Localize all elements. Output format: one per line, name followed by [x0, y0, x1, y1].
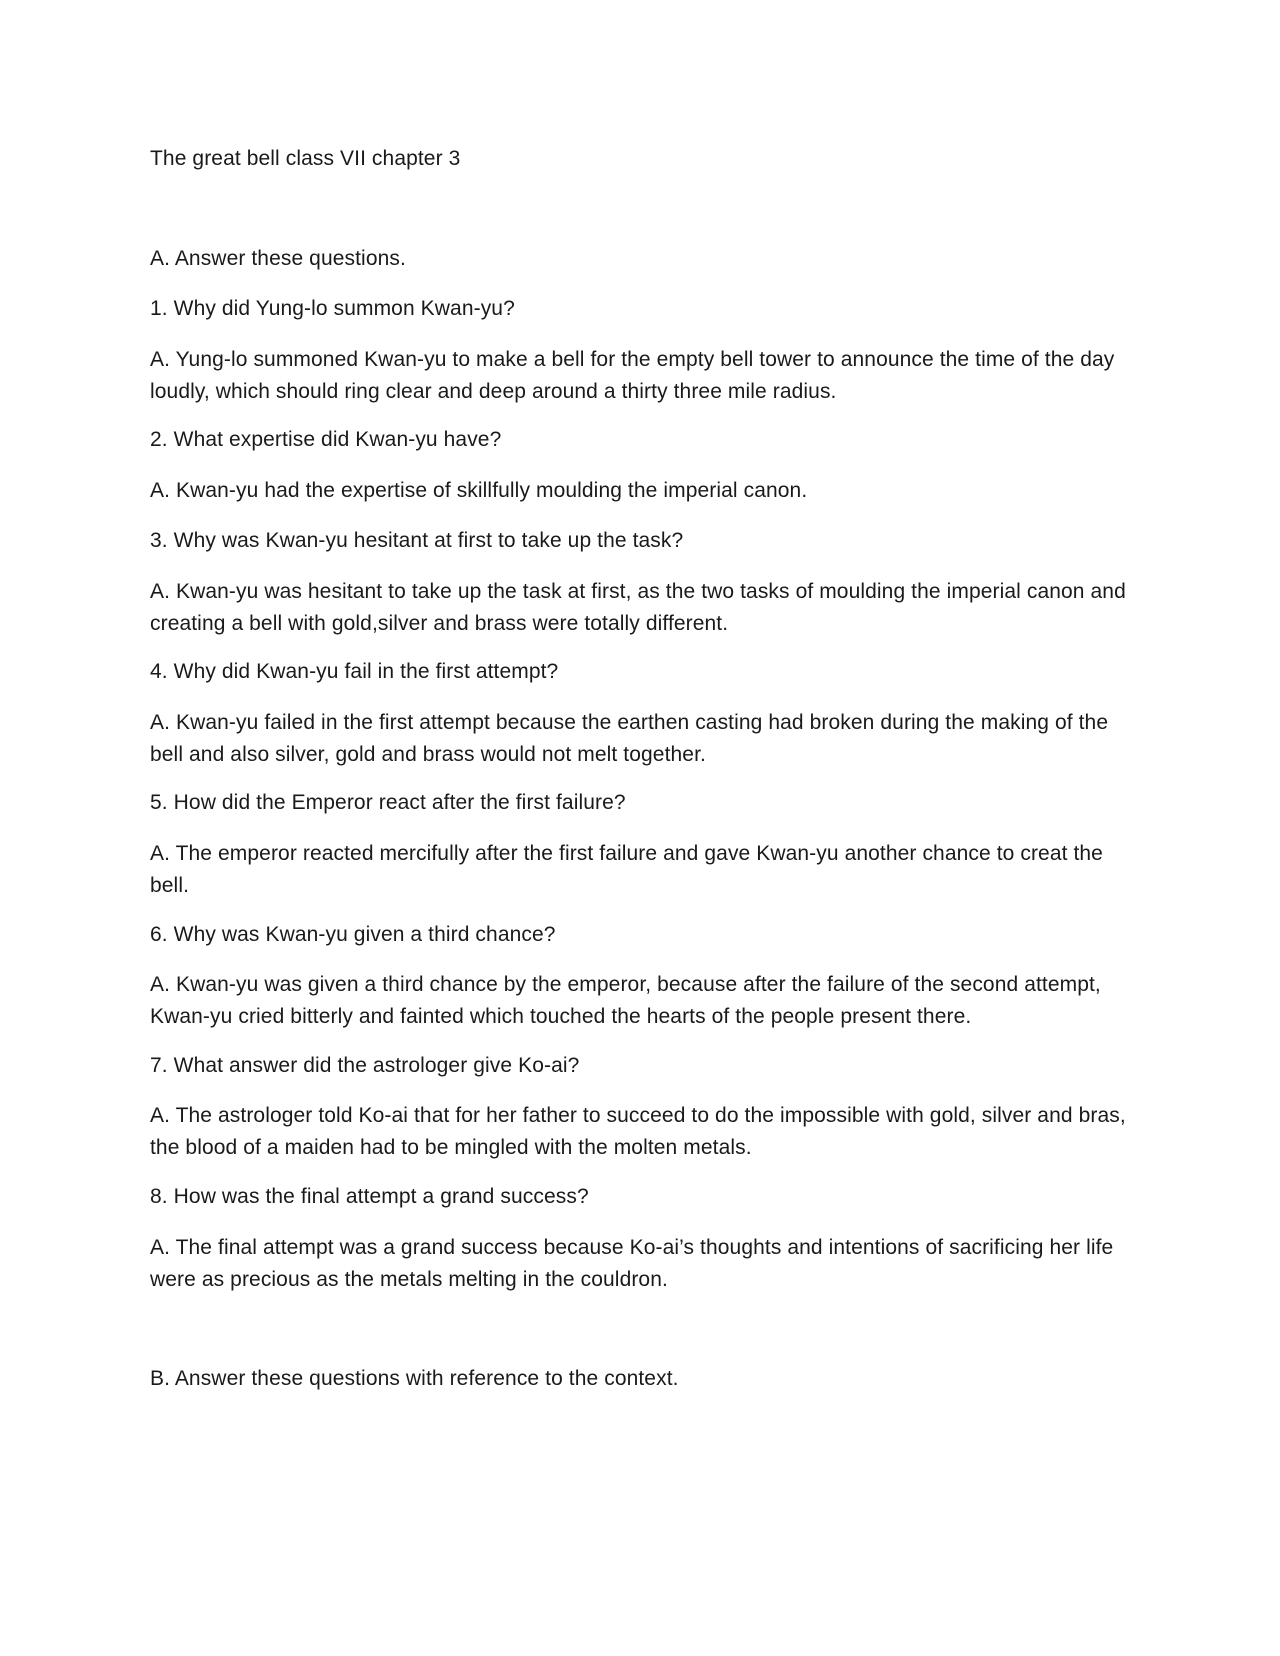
question-1: 1. Why did Yung-lo summon Kwan-yu? — [150, 297, 515, 320]
answer-7: A. The astrologer told Ko-ai that for her father to succeed to do the impossible with gold, silver and bras, the blood of a maiden had to be mingled with the molten metals. — [150, 1104, 1126, 1159]
answer-3: A. Kwan-yu was hesitant to take up the task at first, as the two tasks of moulding the imperial canon and creating a bell with gold,silver and brass were totally different. — [150, 580, 1126, 635]
section-b-heading: B. Answer these questions with reference to the context. — [150, 1367, 679, 1390]
document-page — [150, 0, 1140, 1656]
answer-4: A. Kwan-yu failed in the first attempt because the earthen casting had broken during the making of the bell and also silver, gold and brass would not melt together. — [150, 711, 1109, 766]
question-7: 7. What answer did the astrologer give Ko-ai? — [150, 1054, 580, 1077]
question-8: 8. How was the final attempt a grand success? — [150, 1185, 589, 1208]
question-3: 3. Why was Kwan-yu hesitant at first to take up the task? — [150, 529, 684, 552]
question-4: 4. Why did Kwan-yu fail in the first attempt? — [150, 660, 559, 683]
answer-2: A. Kwan-yu had the expertise of skillfully moulding the imperial canon. — [150, 479, 808, 502]
answer-6: A. Kwan-yu was given a third chance by the emperor, because after the failure of the second attempt, Kwan-yu cried bitterly and fainted which touched the hearts of the people present there. — [150, 973, 1101, 1028]
document-title: The great bell class VII chapter 3 — [150, 147, 461, 170]
answer-1: A. Yung-lo summoned Kwan-yu to make a bell for the empty bell tower to announce the time of the day loudly, which should ring clear and deep around a thirty three mile radius. — [150, 348, 1115, 403]
section-a-heading: A. Answer these questions. — [150, 247, 406, 270]
question-2: 2. What expertise did Kwan-yu have? — [150, 428, 502, 451]
question-5: 5. How did the Emperor react after the first failure? — [150, 791, 626, 814]
answer-8: A. The final attempt was a grand success because Ko-ai’s thoughts and intentions of sacrificing her life were as precious as the metals melting in the couldron. — [150, 1236, 1114, 1291]
answer-5: A. The emperor reacted mercifully after the first failure and gave Kwan-yu another chance to creat the bell. — [150, 842, 1103, 897]
question-6: 6. Why was Kwan-yu given a third chance? — [150, 923, 556, 946]
